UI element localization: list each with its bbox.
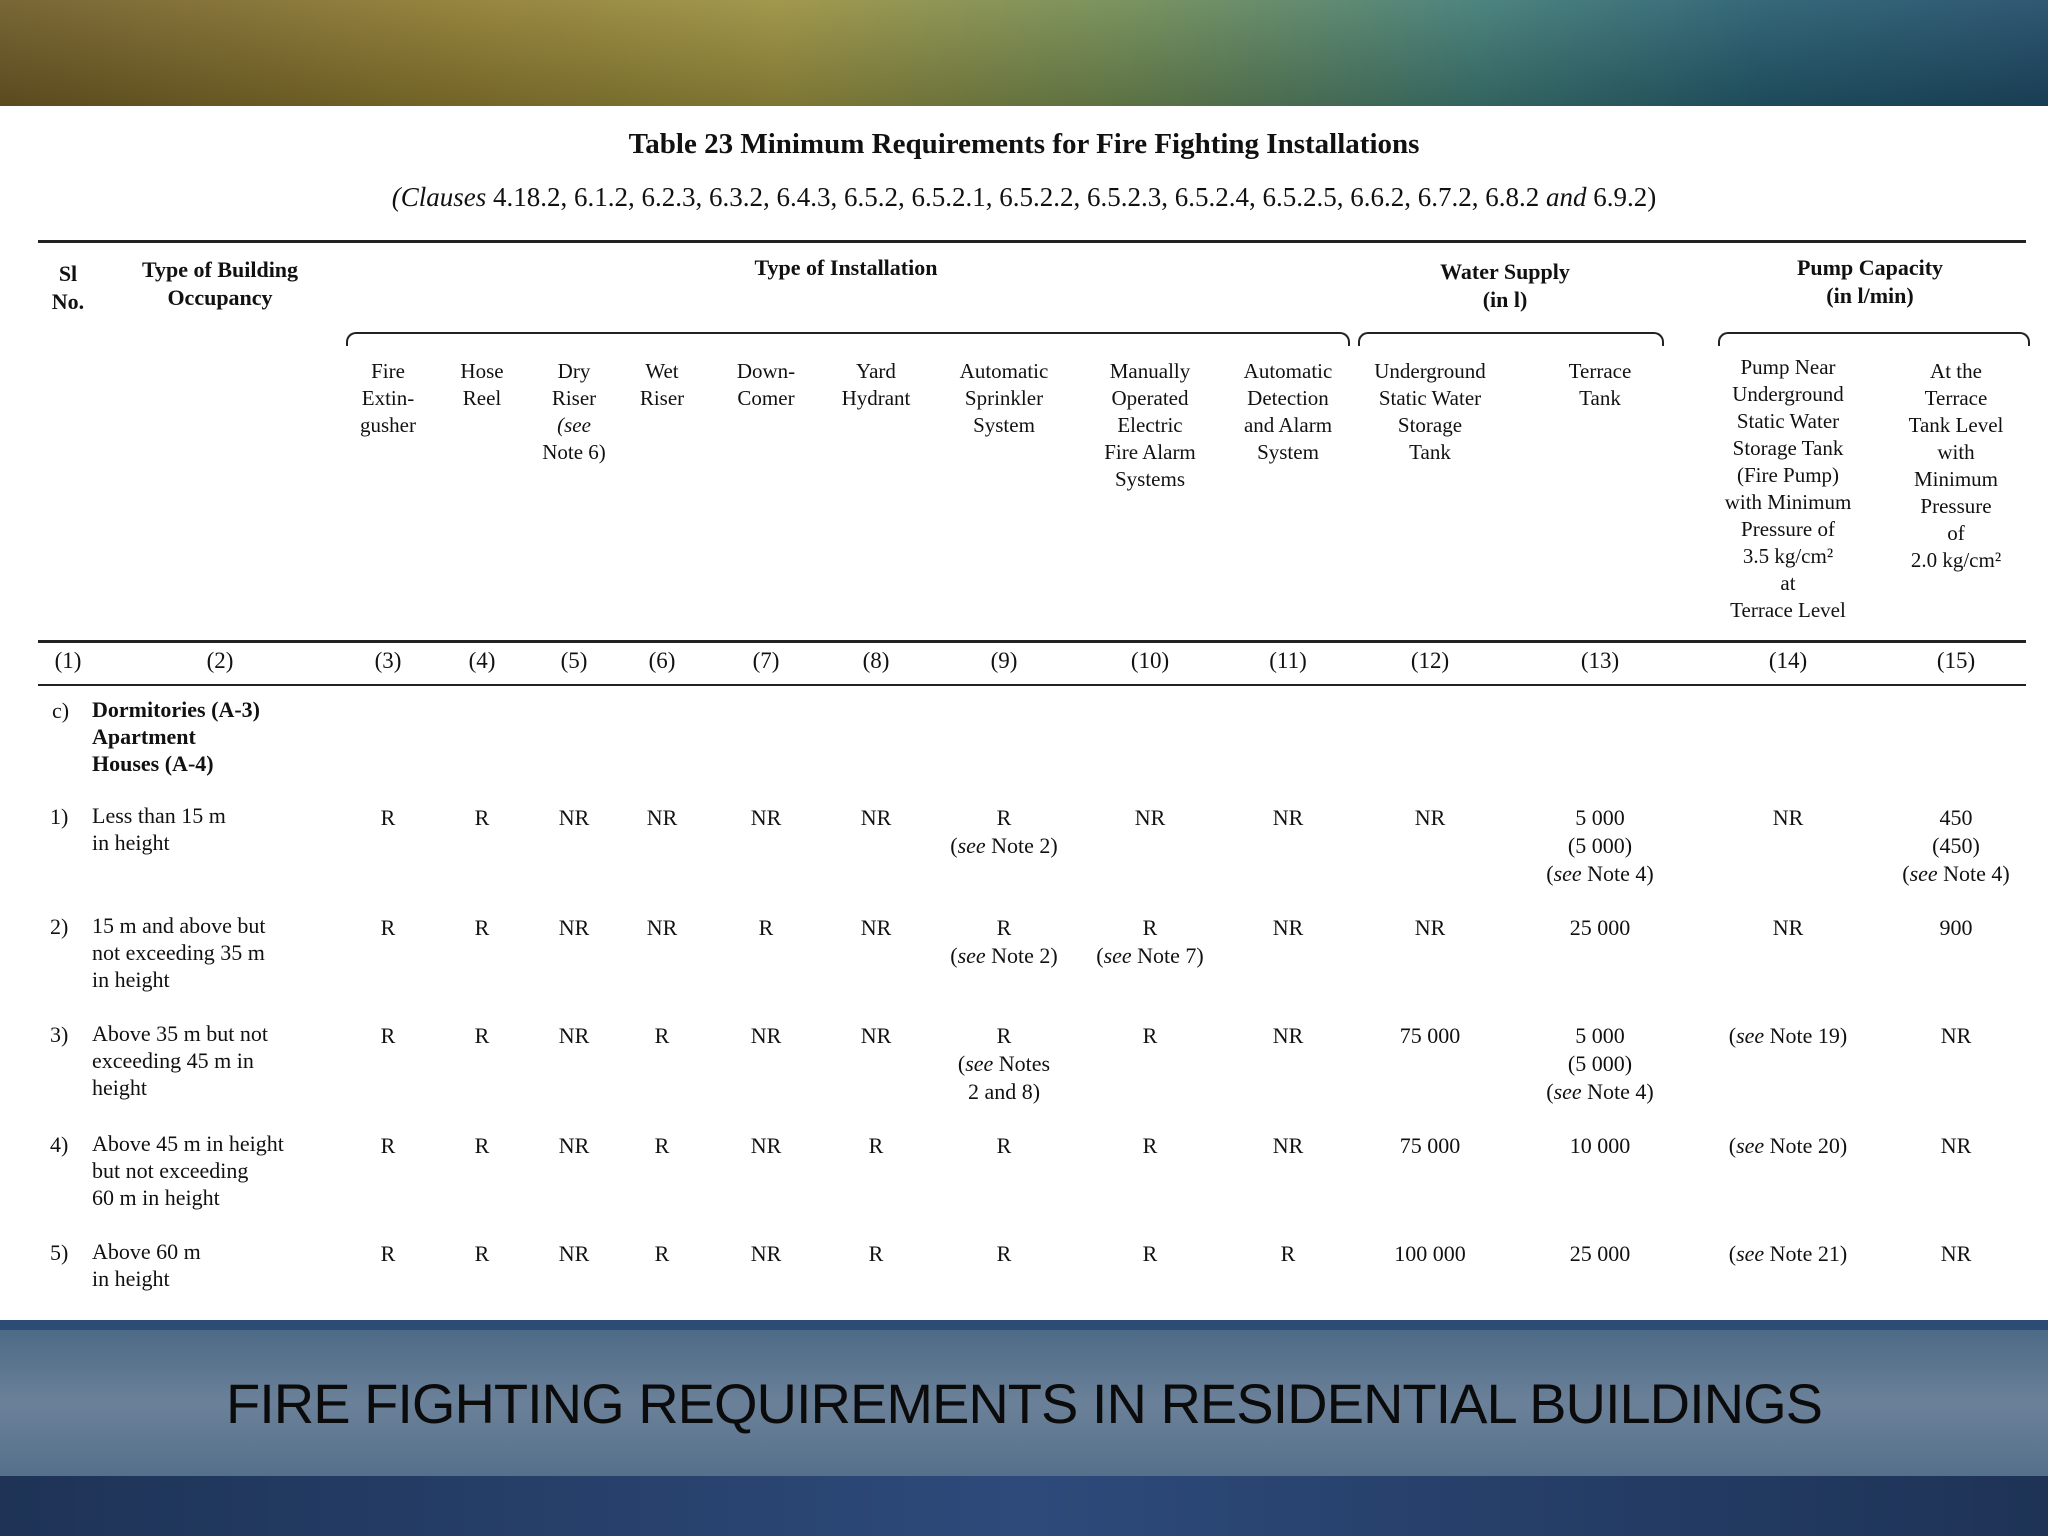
sub-header-4: Hose Reel: [460, 359, 504, 410]
table-cell: R: [380, 1133, 396, 1158]
table-cell: (see Note 19): [1728, 1023, 1848, 1048]
clauses-line: [0, 182, 2048, 213]
row-label: Less than 15 m in height: [92, 803, 226, 855]
row-label: Above 60 m in height: [92, 1239, 201, 1291]
table-cell: NR: [750, 805, 782, 830]
table-cell: 25 000: [1569, 915, 1631, 940]
sub-header-7: Down- Comer: [736, 359, 796, 410]
column-number-14: (14): [1768, 648, 1808, 673]
dry-riser-note-open: (see: [557, 413, 591, 437]
table-cell: NR: [1272, 1133, 1304, 1158]
table-cell: NR: [558, 915, 590, 940]
table-cell: R: [474, 1241, 490, 1266]
dry-riser-note-close: Note 6): [542, 440, 606, 464]
table-cell: NR: [750, 1133, 782, 1158]
column-number-15: (15): [1936, 648, 1976, 673]
table-cell: 5 000 (5 000) (see Note 4): [1546, 1023, 1654, 1104]
table-cell: R: [654, 1023, 670, 1048]
table-cell: NR: [558, 1133, 590, 1158]
table-cell: R: [474, 915, 490, 940]
header-type-of-installation: Type of Installation: [754, 255, 938, 280]
table-cell: (see Note 20): [1728, 1133, 1848, 1158]
header-pump-capacity: Pump Capacity (in l/min): [1796, 255, 1944, 308]
column-number-4: (4): [468, 648, 496, 673]
row-number: 4): [50, 1132, 69, 1157]
column-number-3: (3): [374, 648, 402, 673]
brace-water-supply: [1358, 332, 1664, 346]
table-cell: 25 000: [1569, 1241, 1631, 1266]
brace-pump-capacity: [1718, 332, 2030, 346]
table-cell: NR: [1940, 1133, 1972, 1158]
table-cell: 100 000: [1394, 1241, 1466, 1266]
table-cell: R: [380, 1241, 396, 1266]
table-cell: R (see Notes 2 and 8): [957, 1023, 1051, 1104]
table-cell: R (see Note 7): [1096, 915, 1204, 968]
table-cell: R: [654, 1133, 670, 1158]
table-cell: NR: [750, 1023, 782, 1048]
column-number-rule: [38, 684, 2026, 686]
row-number: 3): [50, 1022, 69, 1047]
table-cell: R: [1142, 1241, 1158, 1266]
table-cell: R: [1280, 1241, 1296, 1266]
table-cell: R: [380, 915, 396, 940]
sub-header-9: Automatic Sprinkler System: [959, 359, 1049, 437]
column-number-6: (6): [648, 648, 676, 673]
table-cell: NR: [1414, 915, 1446, 940]
footer-strip: [0, 1476, 2048, 1536]
sub-header-14: Pump Near Underground Static Water Storage Tank (Fire Pump) with Minimum Pressure of 3.5 kg/cm² at Terrace Level: [1724, 355, 1852, 622]
column-number-10: (10): [1130, 648, 1170, 673]
sub-header-15: At the Terrace Tank Level with Minimum Pressure of 2.0 kg/cm²: [1908, 359, 2004, 572]
table-cell: NR: [1134, 805, 1166, 830]
table-cell: 10 000: [1569, 1133, 1631, 1158]
row-label: Above 45 m in height but not exceeding 60 m in height: [92, 1131, 284, 1210]
column-number-2: (2): [206, 648, 234, 673]
sub-header-11: Automatic Detection and Alarm System: [1243, 359, 1333, 464]
table-cell: NR: [646, 915, 678, 940]
table-cell: R: [996, 1133, 1012, 1158]
table-cell: NR: [1940, 1241, 1972, 1266]
sub-header-5: Dry Riser (see Note 6): [524, 358, 624, 466]
table-cell: NR: [860, 915, 892, 940]
table-title: Table 23 Minimum Requirements for Fire Fighting Installations: [628, 128, 1420, 160]
column-number-12: (12): [1410, 648, 1450, 673]
column-number-9: (9): [990, 648, 1018, 673]
table-cell: 5 000 (5 000) (see Note 4): [1546, 805, 1654, 886]
table-cell: NR: [1772, 805, 1804, 830]
table-top-rule: [38, 240, 2026, 243]
table-cell: R: [758, 915, 774, 940]
table-cell: NR: [1272, 805, 1304, 830]
row-label: Above 35 m but not exceeding 45 m in height: [92, 1021, 268, 1100]
sub-header-12: Underground Static Water Storage Tank: [1374, 359, 1486, 464]
sub-header-10: Manually Operated Electric Fire Alarm Systems: [1104, 359, 1196, 491]
table-cell: (see Note 21): [1728, 1241, 1848, 1266]
table-cell: NR: [860, 1023, 892, 1048]
table-cell: R: [868, 1241, 884, 1266]
table-cell: R: [654, 1241, 670, 1266]
table-cell: R: [1142, 1023, 1158, 1048]
sub-header-8: Yard Hydrant: [841, 359, 911, 410]
brace-installation: [346, 332, 1350, 346]
table-cell: R: [474, 1023, 490, 1048]
top-banner: [0, 0, 2048, 106]
table-cell: NR: [860, 805, 892, 830]
table-cell: NR: [1272, 915, 1304, 940]
table-cell: R (see Note 2): [950, 805, 1058, 858]
table-cell: 900: [1939, 915, 1973, 940]
table-cell: NR: [1414, 805, 1446, 830]
table-cell: R: [380, 805, 396, 830]
header-sl-no: Sl No.: [51, 261, 85, 314]
table-cell: NR: [1272, 1023, 1304, 1048]
column-number-13: (13): [1580, 648, 1620, 673]
table-cell: NR: [558, 1241, 590, 1266]
column-number-11: (11): [1269, 648, 1307, 673]
row-number: 5): [50, 1240, 69, 1265]
table-cell: 450 (450) (see Note 4): [1902, 805, 2010, 886]
sub-header-13: Terrace Tank: [1568, 359, 1632, 410]
table-cell: NR: [1772, 915, 1804, 940]
clauses-and: and: [1546, 182, 1587, 212]
table-cell: R: [1142, 1133, 1158, 1158]
clauses-suffix: 6.9.2): [1586, 182, 1657, 212]
group-letter: c): [52, 698, 70, 723]
table-cell: NR: [646, 805, 678, 830]
table-cell: R: [474, 805, 490, 830]
table-cell: R: [474, 1133, 490, 1158]
column-number-7: (7): [752, 648, 780, 673]
table-cell: 75 000: [1399, 1133, 1461, 1158]
column-number-5: (5): [560, 648, 588, 673]
table-cell: NR: [558, 805, 590, 830]
table-cell: NR: [750, 1241, 782, 1266]
table-cell: NR: [558, 1023, 590, 1048]
row-number: 1): [50, 804, 69, 829]
footer-title: FIRE FIGHTING REQUIREMENTS IN RESIDENTIAL BUILDINGS: [0, 1330, 2048, 1476]
document-sheet: [0, 106, 2048, 1320]
table-cell: R: [996, 1241, 1012, 1266]
group-label: Dormitories (A-3) Apartment Houses (A-4): [92, 697, 260, 776]
sub-header-3: Fire Extin- gusher: [360, 359, 416, 437]
column-number-1: (1): [54, 648, 82, 673]
column-number-8: (8): [862, 648, 890, 673]
table-cell: 75 000: [1399, 1023, 1461, 1048]
table-cell: R: [868, 1133, 884, 1158]
header-occupancy: Type of Building Occupancy: [141, 257, 299, 310]
header-bottom-rule: [38, 640, 2026, 643]
table-cell: NR: [1940, 1023, 1972, 1048]
row-number: 2): [50, 914, 69, 939]
table-cell: R (see Note 2): [950, 915, 1058, 968]
header-water-supply: Water Supply (in l): [1440, 259, 1570, 312]
sub-header-6: Wet Riser: [639, 359, 685, 410]
table-cell: R: [380, 1023, 396, 1048]
clauses-prefix: (Clauses: [391, 182, 487, 212]
clauses-list: 4.18.2, 6.1.2, 6.2.3, 6.3.2, 6.4.3, 6.5.2, 6.5.2.1, 6.5.2.2, 6.5.2.3, 6.5.2.4, 6.5.2.5, 6.6.2, 6.7.2, 6.8.2: [486, 182, 1546, 212]
row-label: 15 m and above but not exceeding 35 m in height: [92, 913, 266, 992]
